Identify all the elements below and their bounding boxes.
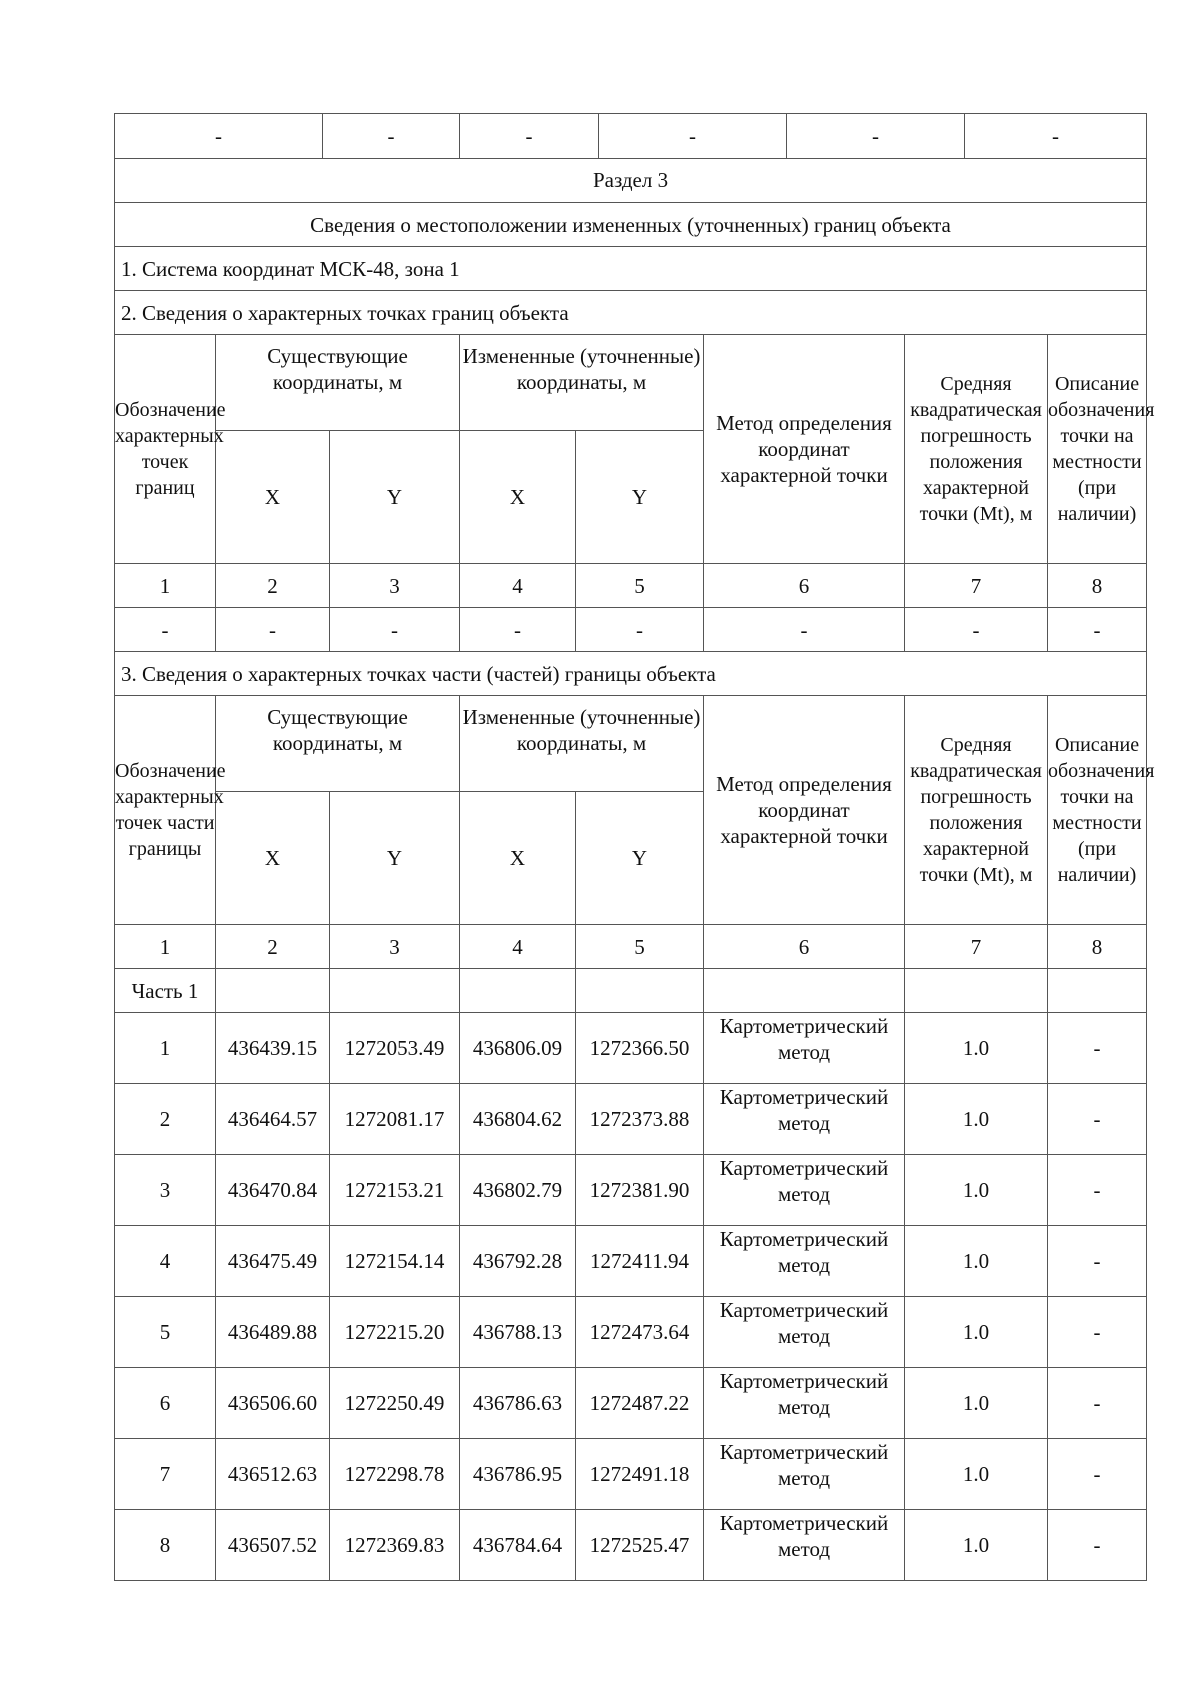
existing-y: 1272053.49 [330, 1013, 460, 1084]
header-method: Метод определения координат характерной точки [704, 335, 905, 564]
parts-heading: 3. Сведения о характерных точках части (частей) границы объекта [115, 652, 1147, 696]
header-changed-coords: Измененные (уточненные) координаты, м [460, 335, 704, 431]
point-number: 2 [115, 1084, 216, 1155]
description: - [1048, 1439, 1147, 1510]
column-number: 2 [216, 564, 330, 608]
existing-y: 1272250.49 [330, 1368, 460, 1439]
column-number: 8 [1048, 925, 1147, 969]
existing-x: 436475.49 [216, 1226, 330, 1297]
method: Картометрический метод [704, 1155, 905, 1226]
point-number: 6 [115, 1368, 216, 1439]
column-number: 7 [905, 564, 1048, 608]
table-row [115, 1226, 1147, 1297]
error-mt: 1.0 [905, 1368, 1048, 1439]
changed-y: 1272525.47 [576, 1510, 704, 1581]
changed-y: 1272373.88 [576, 1084, 704, 1155]
existing-x: 436512.63 [216, 1439, 330, 1510]
dash-cell: - [965, 114, 1147, 159]
header-x-existing: X [216, 431, 330, 564]
point-number: 8 [115, 1510, 216, 1581]
description: - [1048, 1084, 1147, 1155]
existing-x: 436507.52 [216, 1510, 330, 1581]
coordinate-system: 1. Система координат МСК-48, зона 1 [115, 247, 1147, 291]
description: - [1048, 1013, 1147, 1084]
section-3-table [114, 158, 1155, 1581]
header-x-changed: X [460, 431, 576, 564]
existing-x: 436489.88 [216, 1297, 330, 1368]
changed-x: 436804.62 [460, 1084, 576, 1155]
dash-cell: - [115, 114, 323, 159]
description: - [1048, 1368, 1147, 1439]
changed-y: 1272487.22 [576, 1368, 704, 1439]
existing-y: 1272081.17 [330, 1084, 460, 1155]
column-number: 1 [115, 925, 216, 969]
dash-cell: - [787, 114, 965, 159]
description: - [1048, 1226, 1147, 1297]
changed-x: 436784.64 [460, 1510, 576, 1581]
section-subtitle: Сведения о местоположении измененных (уточненных) границ объекта [115, 203, 1147, 247]
table-row [115, 1155, 1147, 1226]
point-number: 5 [115, 1297, 216, 1368]
column-number: 8 [1048, 564, 1147, 608]
header-method: Метод определения координат характерной точки [704, 696, 905, 925]
dash-cell: - [905, 608, 1048, 652]
table-row [115, 1368, 1147, 1439]
header-x-existing: X [216, 792, 330, 925]
point-number: 1 [115, 1013, 216, 1084]
column-number: 2 [216, 925, 330, 969]
column-number: 6 [704, 925, 905, 969]
error-mt: 1.0 [905, 1084, 1048, 1155]
table-row [115, 1297, 1147, 1368]
header-error: Средняя квадратическая погрешность положения характерной точки (Mt), м [905, 696, 1048, 925]
changed-y: 1272491.18 [576, 1439, 704, 1510]
column-number: 6 [704, 564, 905, 608]
header-description: Описание обозначения точки на местности (при наличии) [1048, 696, 1147, 925]
existing-y: 1272369.83 [330, 1510, 460, 1581]
empty-cell [216, 969, 330, 1013]
column-number: 3 [330, 925, 460, 969]
changed-x: 436792.28 [460, 1226, 576, 1297]
empty-cell [576, 969, 704, 1013]
error-mt: 1.0 [905, 1297, 1048, 1368]
point-number: 7 [115, 1439, 216, 1510]
table-row [115, 1013, 1147, 1084]
changed-x: 436802.79 [460, 1155, 576, 1226]
existing-y: 1272215.20 [330, 1297, 460, 1368]
header-error: Средняя квадратическая погрешность положения характерной точки (Mt), м [905, 335, 1048, 564]
points-heading: 2. Сведения о характерных точках границ объекта [115, 291, 1147, 335]
column-number: 5 [576, 925, 704, 969]
header-designation: Обозначение характерных точек части границы [115, 696, 216, 925]
table-row [115, 1439, 1147, 1510]
header-existing-coords: Существующие координаты, м [216, 696, 460, 792]
empty-cell [330, 969, 460, 1013]
existing-y: 1272154.14 [330, 1226, 460, 1297]
changed-x: 436786.63 [460, 1368, 576, 1439]
description: - [1048, 1510, 1147, 1581]
changed-y: 1272381.90 [576, 1155, 704, 1226]
header-x-changed: X [460, 792, 576, 925]
table-row [115, 1084, 1147, 1155]
header-description: Описание обозначения точки на местности (при наличии) [1048, 335, 1147, 564]
dash-cell: - [323, 114, 460, 159]
column-number: 4 [460, 925, 576, 969]
error-mt: 1.0 [905, 1155, 1048, 1226]
section-title: Раздел 3 [115, 159, 1147, 203]
method: Картометрический метод [704, 1368, 905, 1439]
column-number: 3 [330, 564, 460, 608]
existing-x: 436464.57 [216, 1084, 330, 1155]
method: Картометрический метод [704, 1297, 905, 1368]
error-mt: 1.0 [905, 1013, 1048, 1084]
method: Картометрический метод [704, 1439, 905, 1510]
point-number: 3 [115, 1155, 216, 1226]
header-y-existing: Y [330, 431, 460, 564]
dash-cell: - [704, 608, 905, 652]
existing-y: 1272298.78 [330, 1439, 460, 1510]
dash-cell: - [576, 608, 704, 652]
existing-x: 436506.60 [216, 1368, 330, 1439]
header-existing-coords: Существующие координаты, м [216, 335, 460, 431]
table-row [115, 1510, 1147, 1581]
empty-cell [460, 969, 576, 1013]
description: - [1048, 1297, 1147, 1368]
method: Картометрический метод [704, 1084, 905, 1155]
dash-cell: - [460, 608, 576, 652]
existing-x: 436439.15 [216, 1013, 330, 1084]
dash-cell: - [1048, 608, 1147, 652]
method: Картометрический метод [704, 1226, 905, 1297]
description: - [1048, 1155, 1147, 1226]
empty-cell [1048, 969, 1147, 1013]
empty-cell [704, 969, 905, 1013]
header-y-existing: Y [330, 792, 460, 925]
changed-x: 436806.09 [460, 1013, 576, 1084]
dash-cell: - [216, 608, 330, 652]
changed-y: 1272411.94 [576, 1226, 704, 1297]
existing-x: 436470.84 [216, 1155, 330, 1226]
header-y-changed: Y [576, 792, 704, 925]
changed-x: 436786.95 [460, 1439, 576, 1510]
changed-y: 1272366.50 [576, 1013, 704, 1084]
column-number: 4 [460, 564, 576, 608]
column-number: 5 [576, 564, 704, 608]
error-mt: 1.0 [905, 1226, 1048, 1297]
previous-table-row [114, 113, 1147, 159]
column-number: 1 [115, 564, 216, 608]
part-label: Часть 1 [115, 969, 216, 1013]
dash-cell: - [599, 114, 787, 159]
dash-cell: - [115, 608, 216, 652]
empty-cell [905, 969, 1048, 1013]
header-designation: Обозначение характерных точек границ [115, 335, 216, 564]
error-mt: 1.0 [905, 1510, 1048, 1581]
changed-x: 436788.13 [460, 1297, 576, 1368]
point-number: 4 [115, 1226, 216, 1297]
header-y-changed: Y [576, 431, 704, 564]
column-number: 7 [905, 925, 1048, 969]
method: Картометрический метод [704, 1510, 905, 1581]
error-mt: 1.0 [905, 1439, 1048, 1510]
changed-y: 1272473.64 [576, 1297, 704, 1368]
method: Картометрический метод [704, 1013, 905, 1084]
dash-cell: - [460, 114, 599, 159]
existing-y: 1272153.21 [330, 1155, 460, 1226]
header-changed-coords: Измененные (уточненные) координаты, м [460, 696, 704, 792]
dash-cell: - [330, 608, 460, 652]
